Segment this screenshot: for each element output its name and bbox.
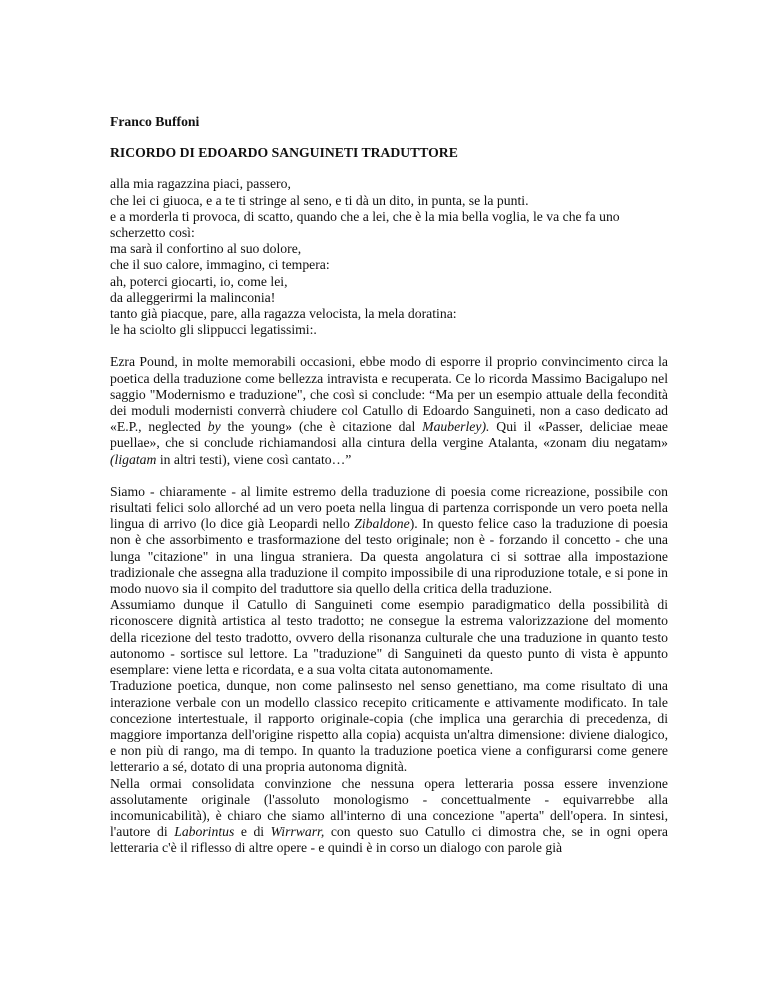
article-body [110,354,668,856]
paragraph-3: Assumiamo dunque il Catullo di Sanguineti come esempio paradigmatico della possibilità di riconoscere dignità artistica al testo tradotto; ne consegue la estrema valorizzazione del momento della ricezione del testo tradotto, ovvero della risonanza culturale che una traduzione in quanto testo autonomo - sortisce sul lettore. La "traduzione" di Sanguineti da questo punto di vista è appunto esemplare: viene letta e ricordata, e a sua volta citata autonomamente. [110,597,668,678]
paragraph-2: Siamo - chiaramente - al limite estremo della traduzione di poesia come ricreazione, possibile con risultati felici solo allorché ad un vero poeta nella lingua di partenza corrisponde un vero poeta nella lingua di arrivo (lo dice già Leopardi nello Zibaldone). In questo felice caso la traduzione di poesia non è che assorbimento e trasformazione del testo originale; non è - forzando il concetto - che una lunga "citazione" in una lingua straniera. Da questa angolatura ci si sottrae alla impostazione tradizionale che assegna alla traduzione il compito impossibile di una riproduzione totale, e si pone in modo nuovo sia il compito del traduttore sia quello della critica della traduzione. [110,483,668,597]
document-page [110,114,668,857]
poem-line: le ha sciolto gli slippucci legatissimi:. [110,322,317,338]
article-title: RICORDO DI EDOARDO SANGUINETI TRADUTTORE [110,145,458,161]
author-name: Franco Buffoni [110,114,200,129]
paragraph-4: Traduzione poetica, dunque, non come palinsesto nel senso genettiano, ma come risultato di una interazione verbale con un modello classico recepito criticamente e attivamente modificato. In tale concezione intertestuale, il rapporto originale-copia (che implica una gerarchia di precedenza, di maggiore importanza dell'origine rispetto alla copia) acquista un'altra dimensione: diviene dialogico, e non più di rango, ma di tempo. In quanto la traduzione poetica viene a configurarsi come genere letterario a sé, dotato di una propria autonoma dignità. [110,678,668,775]
paragraph-5: Nella ormai consolidata convinzione che nessuna opera letteraria possa essere invenzione assolutamente originale (l'assoluto monologismo - concettualmente - equivarrebbe alla incomunicabilità), è chiaro che siamo all'interno di una concezione "aperta" dell'opera. In sintesi, l'autore di Laborintus e di Wirrwarr, con questo suo Catullo ci dimostra che, se in ogni opera letteraria c'è il riflesso di altre opere - e quindi è in corso un dialogo con parole già [110,775,668,856]
poem-line: che lei ci giuoca, e a te ti stringe al seno, e ti dà un dito, in punta, se la punti. [110,192,529,208]
paragraph-1: Ezra Pound, in molte memorabili occasioni, ebbe modo di esporre il proprio convincimento circa la poetica della traduzione come bellezza intravista e recuperata. Ce lo ricorda Massimo Bacigalupo nel saggio "Modernismo e traduzione", che così si conclude: “Ma per un esempio attuale della fecondità dei moduli modernisti converrà chiudere col Catullo di Edoardo Sanguineti, non a caso dedicato ad «E.P., neglected by the young» (che è citazione dal Mauberley). Qui il «Passer, deliciae meae puellae», che si conclude richiamandosi alla cintura della vergine Atalanta, «zonam diu negatam» (ligatam in altri testi), viene così cantato…” [110,354,668,467]
poem-line: ah, poterci giocarti, io, come lei, [110,273,288,289]
poem-line: e a morderla ti provoca, di scatto, quando che a lei, che è la mia bella voglia, le va che fa uno scherzetto così: [110,208,620,241]
poem-line: da alleggerirmi la malinconia! [110,289,276,305]
poem-line: alla mia ragazzina piaci, passero, [110,176,291,192]
poem-line: che il suo calore, immagino, ci tempera: [110,257,330,273]
poem-line: ma sarà il confortino al suo dolore, [110,241,302,257]
poem-block [110,176,668,338]
poem-line: tanto già piacque, pare, alla ragazza velocista, la mela doratina: [110,306,457,322]
